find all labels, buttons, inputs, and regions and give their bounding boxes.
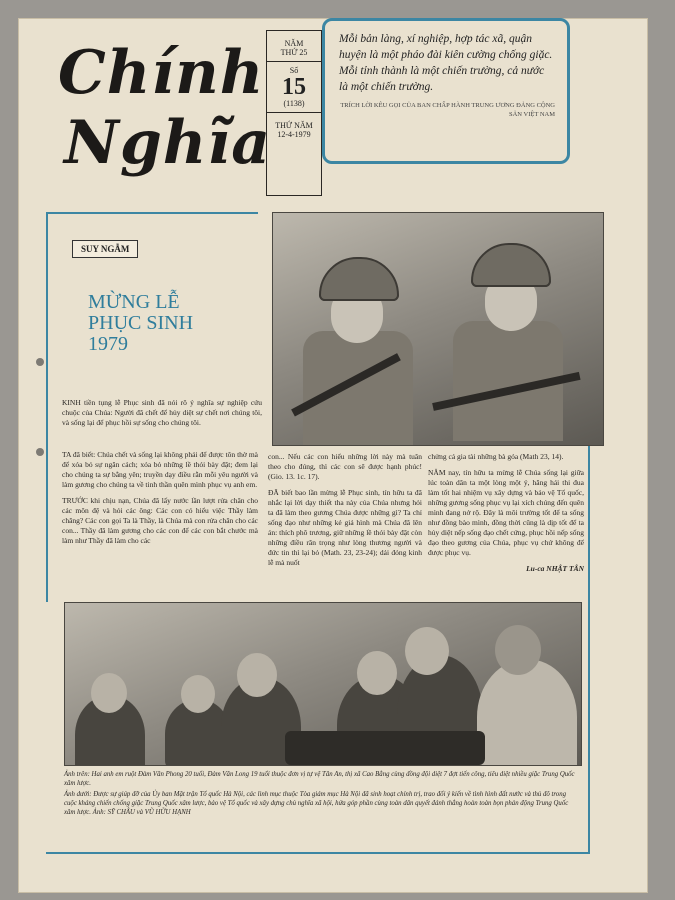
punch-hole <box>36 448 44 456</box>
headline-line2: PHỤC SINH <box>88 312 194 334</box>
article-intro: KINH tiền tụng lễ Phục sinh đã nói rõ ý nghĩa sự nghiệp cứu chuộc của Chúa: Người đã chết để hủy diệt sự chết nơi chúng tôi, và sống lại để phục hồi sự sống cho chúng tôi. <box>62 398 262 427</box>
article-headline <box>88 292 258 355</box>
soldier-helmet <box>319 257 399 301</box>
issue-day: THỨ NĂM <box>275 121 313 130</box>
article-signature: Lu-ca NHẬT TÂN <box>526 564 584 573</box>
person-head <box>91 673 127 713</box>
paragraph: con... Nếu các con hiểu những lời này mà tuân theo cho đúng, thì các con sẽ được hạnh phúc! (Gio. 13. 1c. 17). <box>268 452 422 481</box>
quote-box <box>322 18 570 164</box>
quote-text: Mỗi bản làng, xí nghiệp, hợp tác xã, quận huyện là một pháo đài kiên cường chống giặc. Mỗi tỉnh thành là một chiến trường, cả nước là một chiến trường. <box>339 33 553 93</box>
frame-line <box>46 212 258 214</box>
soldier-body <box>303 331 413 446</box>
photo-captions <box>64 770 576 819</box>
frame-line <box>46 852 590 854</box>
person <box>477 659 577 766</box>
caption-top: Ảnh trên: Hai anh em ruột Đàm Văn Phong 20 tuổi, Đàm Văn Long 19 tuổi thuộc đơn vị tự vệ Tân An, thị xã Cao Bằng cùng đồng đội diệt 7 đợt tiến công, tiêu diệt nhiều giặc Trung Quốc xâm lược. <box>64 771 575 787</box>
headline-line1: MỪNG LỄ <box>88 291 180 313</box>
person-head <box>357 651 397 695</box>
frame-line <box>588 440 590 852</box>
paragraph: ĐÃ biết bao lần mừng lễ Phục sinh, tín hữu ta đã nhắc lại lời dạy thiết tha này của Chúa nhưng hỏi ta đã làm theo gương Chúa được những gì? Ta chỉ sống đạo như những kẻ giả hình mà Chúa đã lên án: thích phô trương, giữ những lề thói bày đặt còn những điều răn trọng như lòng thương người và đức tin thì lại bỏ (Math. 23, 23-24); dải đóng kinh lễ mà nuốt <box>268 488 422 567</box>
section-kicker: SUY NGẪM <box>72 240 138 258</box>
issue-date: 12-4-1979 <box>277 130 311 139</box>
issue-box <box>266 30 322 196</box>
paragraph: chửng cả gia tài những bà góa (Math 23, 14). <box>428 452 564 461</box>
issue-year: THỨ 25 <box>280 48 308 57</box>
article-column-2 <box>268 452 422 596</box>
issue-total: (1138) <box>283 99 305 108</box>
frame-line <box>46 212 48 602</box>
person-head <box>495 625 541 675</box>
person-head <box>181 675 215 713</box>
paragraph: TRƯỚC khi chịu nạn, Chúa đã lấy nước lần lượt rửa chân cho các môn đệ và hỏi các ông: Các con có hiểu việc Thầy làm chăng? Các con gọi Ta là Thầy, là Chúa mà con rửa chân cho các con... Thầy đã làm gương cho các con để các con bắt chước mà làm như Thầy đã làm cho các <box>62 496 258 545</box>
person-head <box>237 653 277 697</box>
paragraph: NĂM nay, tín hữu ta mừng lễ Chúa sống lại giữa lúc toàn dân ta một lòng một ý, hăng hái thi đua làm tốt hai nhiệm vụ xây dựng và bảo vệ Tổ quốc, những gương sống phục vụ lại xích chúng đến quên mình đang nở rộ. Đây là môi trường tốt để ta sống như đồng bào mình, đồng thời cũng là dịp tốt để ta hủy diệt nếp sống đạo chết cứng, phục hồi nếp sống đạo theo gương của Chúa, phục vụ chứ không để được phục vụ. <box>428 468 584 557</box>
caption-bottom: Ảnh dưới: Được sự giúp đỡ của Ủy ban Mặt trận Tổ quốc Hà Nội, các linh mục thuộc Tòa giám mục Hà Nội đã sinh hoạt chính trị, trao đổi ý kiến về tình hình đất nước và thủ đô trong cuộc kháng chiến chống giặc Trung Quốc xâm lược, bảo vệ Tổ quốc và xây dựng chủ nghĩa xã hội, hứa góp phần cùng toàn dân quyết đánh thắng hoàn toàn bọn phản động Trung Quốc xâm lược. Ảnh: SỸ CHÂU và VŨ HỮU HẠNH <box>64 791 569 816</box>
paragraph: TA đã biết: Chúa chết và sống lại không phải để được tôn thờ mà để xóa bỏ sự ngăn cách; xóa bỏ những lề thói bày đặt; đem lại cho chúng ta sự bằng yên; truyền dạy điều rằn mỗi yêu người và làm gương cho chúng ta về tinh thần quên mình phục vụ anh em. <box>62 450 258 489</box>
person-head <box>405 627 449 675</box>
table <box>285 731 485 765</box>
photo-meeting <box>64 602 582 766</box>
article-column-3 <box>428 452 584 602</box>
issue-number: 15 <box>282 74 306 100</box>
masthead-logo-line2: Nghĩa <box>64 108 272 178</box>
article-column-1 <box>62 450 258 596</box>
punch-hole <box>36 358 44 366</box>
issue-number-label: Số <box>289 66 299 75</box>
issue-year-label: NĂM <box>284 39 304 48</box>
soldier-helmet <box>471 243 551 287</box>
masthead-logo-line1: Chính <box>58 38 265 108</box>
quote-source: TRÍCH LỜI KÊU GỌI CỦA BAN CHẤP HÀNH TRUNG ƯƠNG ĐẢNG CỘNG SẢN VIỆT NAM <box>340 102 555 118</box>
photo-soldiers <box>272 212 604 446</box>
headline-year: 1979 <box>88 333 128 355</box>
